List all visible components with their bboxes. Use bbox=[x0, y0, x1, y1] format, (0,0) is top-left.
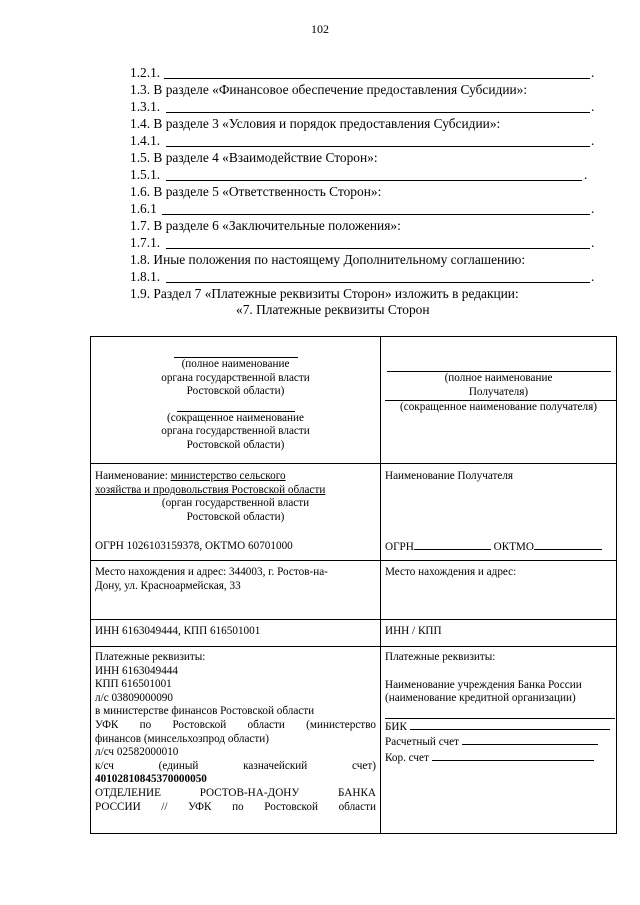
line-end: . bbox=[591, 235, 595, 250]
label: Наименование учреждения Банка России bbox=[385, 678, 582, 691]
inn-kpp: ИНН 6163049444, КПП 616501001 bbox=[95, 625, 261, 637]
caption: (орган государственной власти bbox=[161, 497, 310, 510]
amendment-line: 1.8.1. bbox=[130, 269, 161, 284]
label: ОГРН bbox=[385, 540, 414, 553]
blank-line bbox=[164, 78, 590, 79]
blank-line bbox=[162, 214, 590, 215]
address: Место нахождения и адрес: 344003, г. Ростов-на- bbox=[95, 566, 328, 578]
amendment-line: 1.6. В разделе 5 «Ответственность Сторон»: bbox=[130, 184, 382, 199]
caption: Ростовской области) bbox=[186, 385, 285, 398]
amendment-line: 1.6.1 bbox=[130, 201, 157, 216]
organization-name: хозяйства и продовольствия Ростовской области bbox=[95, 483, 326, 496]
ogrn-oktmo: ОГРН 1026103159378, ОКТМО 60701000 bbox=[95, 540, 293, 553]
table-row bbox=[91, 464, 617, 561]
line-end: . bbox=[591, 99, 595, 114]
caption: органа государственной власти bbox=[161, 371, 310, 384]
label: Наименование: bbox=[95, 470, 171, 482]
amendment-line: 1.5.1. bbox=[130, 167, 161, 182]
caption: (полное наименование bbox=[444, 372, 553, 384]
blank-line bbox=[166, 248, 590, 249]
text: финансов (минсельхозпрод области) bbox=[95, 732, 269, 745]
left-name-cell bbox=[91, 464, 381, 561]
line-end: . bbox=[591, 269, 595, 284]
amendment-line: 1.4.1. bbox=[130, 133, 161, 148]
text: в министерстве финансов Ростовской области bbox=[95, 705, 315, 718]
line-end: . bbox=[591, 201, 595, 216]
label: (наименование кредитной организации) bbox=[385, 692, 576, 705]
kpp: КПП 616501001 bbox=[95, 678, 172, 691]
line-end: . bbox=[591, 133, 595, 148]
table-row bbox=[91, 620, 617, 647]
amendment-line: 1.5. В разделе 4 «Взаимодействие Сторон»: bbox=[130, 150, 378, 165]
caption: Ростовской области) bbox=[186, 510, 285, 523]
amendment-line: 1.2.1. bbox=[130, 65, 161, 80]
table-row bbox=[91, 337, 617, 464]
blank-line bbox=[410, 719, 610, 730]
amendment-line: 1.3.1. bbox=[130, 99, 161, 114]
left-header-cell bbox=[91, 337, 381, 464]
treasury-account: 40102810845370000050 bbox=[95, 773, 207, 786]
label: Платежные реквизиты: bbox=[95, 651, 206, 663]
blank-line bbox=[166, 112, 590, 113]
text: к/сч (единый казначейский счет) bbox=[95, 759, 376, 772]
account: л/сч 02582000010 bbox=[95, 746, 179, 759]
label: Платежные реквизиты: bbox=[385, 651, 496, 663]
label: ИНН / КПП bbox=[385, 625, 442, 637]
blank-line bbox=[166, 282, 590, 283]
page-number: 102 bbox=[311, 22, 329, 36]
label: Наименование Получателя bbox=[385, 470, 514, 482]
blank-line bbox=[534, 539, 602, 550]
right-address-cell bbox=[381, 561, 617, 620]
blank-line bbox=[462, 734, 598, 745]
text: УФК по Ростовской области (министерство bbox=[95, 718, 376, 731]
left-payment-cell bbox=[91, 647, 381, 834]
requisites-table bbox=[90, 336, 617, 834]
left-address-cell bbox=[91, 561, 381, 620]
amendment-line: 1.3. В разделе «Финансовое обеспечение предоставления Субсидии»: bbox=[130, 82, 528, 97]
blank-line bbox=[385, 706, 615, 719]
label: Место нахождения и адрес: bbox=[385, 566, 517, 578]
caption: (сокращенное наименование bbox=[167, 411, 304, 424]
caption: Ростовской области) bbox=[186, 438, 285, 451]
line-end: . bbox=[591, 65, 595, 80]
amendment-line: 1.9. Раздел 7 «Платежные реквизиты Сторон» изложить в редакции: bbox=[130, 286, 519, 301]
label: БИК bbox=[385, 720, 407, 733]
text: РОССИИ // УФК по Ростовской области bbox=[95, 800, 376, 813]
blank-line bbox=[166, 146, 590, 147]
label: Кор. счет bbox=[385, 751, 429, 764]
line-end: . bbox=[584, 167, 588, 182]
inn: ИНН 6163049444 bbox=[95, 664, 178, 677]
blank-line bbox=[432, 750, 594, 761]
caption: (полное наименование bbox=[181, 358, 290, 370]
caption: (сокращенное наименование получателя) bbox=[400, 401, 597, 414]
amendment-line: 1.8. Иные положения по настоящему Дополнительному соглашению: bbox=[130, 252, 526, 267]
label: Расчетный счет bbox=[385, 736, 459, 749]
amendment-line: 1.4. В разделе 3 «Условия и порядок предоставления Субсидии»: bbox=[130, 116, 501, 131]
caption: органа государственной власти bbox=[161, 425, 310, 438]
right-payment-cell bbox=[381, 647, 617, 834]
amendment-line: 1.7. В разделе 6 «Заключительные положения»: bbox=[130, 218, 401, 233]
account: л/с 03809000090 bbox=[95, 691, 173, 704]
right-inn-cell bbox=[381, 620, 617, 647]
section-title: «7. Платежные реквизиты Сторон bbox=[236, 302, 430, 317]
blank-line bbox=[166, 180, 582, 181]
left-inn-cell bbox=[91, 620, 381, 647]
right-header-cell bbox=[381, 337, 617, 464]
text: ОТДЕЛЕНИЕ РОСТОВ-НА-ДОНУ БАНКА bbox=[95, 786, 376, 799]
table-row bbox=[91, 561, 617, 620]
label: ОКТМО bbox=[493, 540, 534, 553]
organization-name: министерство сельского bbox=[170, 470, 286, 482]
blank-line bbox=[414, 539, 491, 550]
caption: Получателя) bbox=[468, 385, 529, 398]
address: Дону, ул. Красноармейская, 33 bbox=[95, 579, 241, 592]
table-row bbox=[91, 647, 617, 834]
right-name-cell bbox=[381, 464, 617, 561]
amendment-line: 1.7.1. bbox=[130, 235, 161, 250]
